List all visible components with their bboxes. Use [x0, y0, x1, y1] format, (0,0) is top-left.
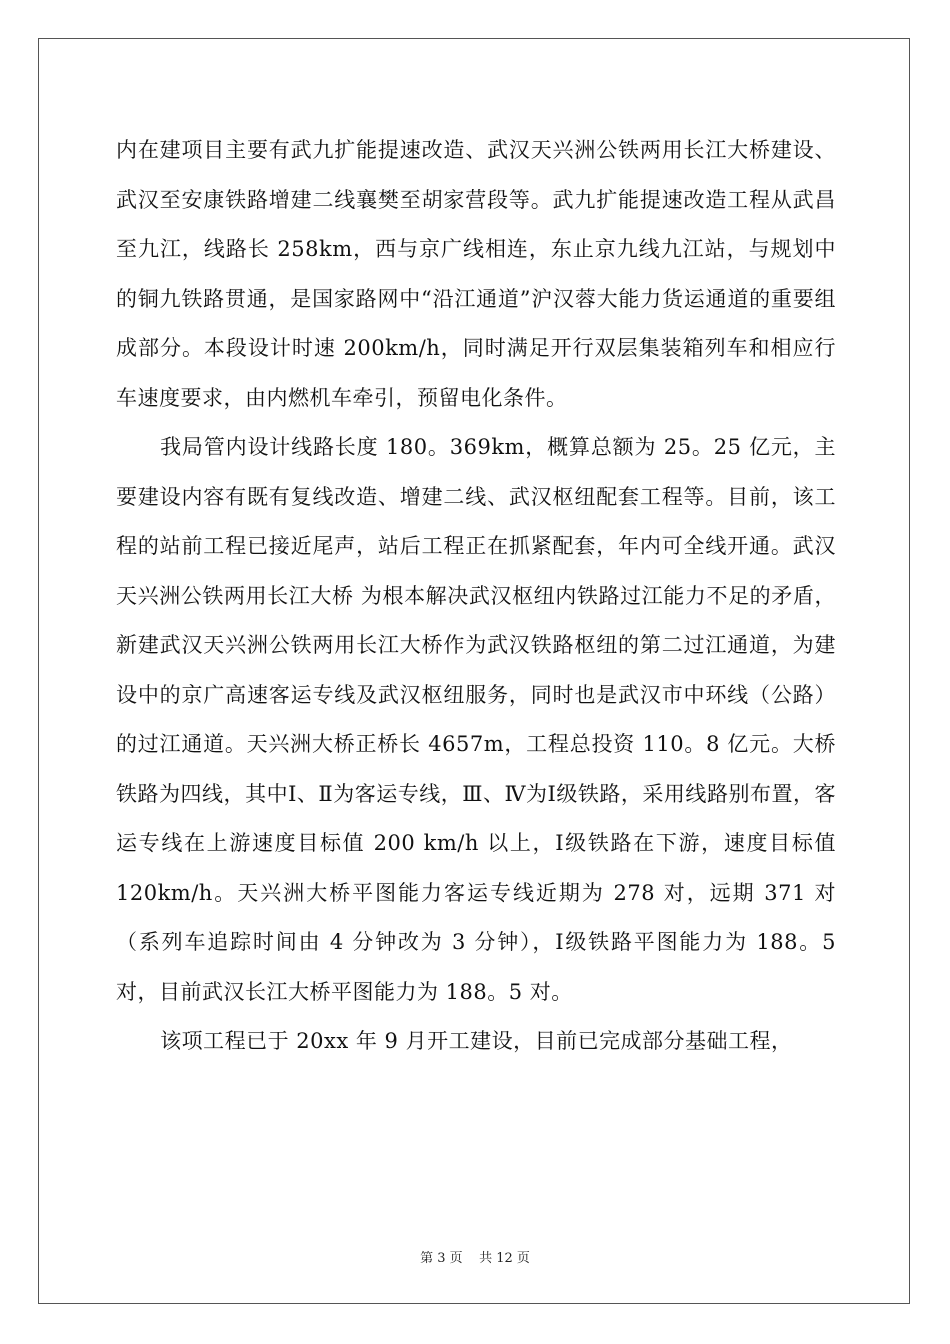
paragraph-1: 内在建项目主要有武九扩能提速改造、武汉天兴洲公铁两用长江大桥建设、武汉至安康铁路增建二线襄樊至胡家营段等。武九扩能提速改造工程从武昌至九江，线路长 258km，西与京广线相连，东止京九线九江站，与规划中的铜九铁路贯通，是国家路网中“沿江通道”沪汉蓉大能力货运通道的重要组成部分。本段设计时速 200km/h，同时满足开行双层集装箱列车和相应行车速度要求，由内燃机车牵引，预留电化条件。 [116, 138, 836, 410]
page-number-label: 第 3 页 共 12 页 [420, 1251, 530, 1266]
document-body [116, 126, 836, 1067]
paragraph-3: 该项工程已于 20xx 年 9 月开工建设，目前已完成部分基础工程， [160, 1029, 793, 1053]
paragraph-2: 我局管内设计线路长度 180。369km，概算总额为 25。25 亿元，主要建设内容有既有复线改造、增建二线、武汉枢纽配套工程等。目前，该工程的站前工程已接近尾声，站后工程正在抓紧配套，年内可全线开通。武汉天兴洲公铁两用长江大桥 为根本解决武汉枢纽内铁路过江能力不足的矛盾，新建武汉天兴洲公铁两用长江大桥作为武汉铁路枢纽的第二过江通道，为建设中的京广高速客运专线及武汉枢纽服务，同时也是武汉市中环线（公路）的过江通道。天兴洲大桥正桥长 4657m，工程总投资 110。8 亿元。大桥铁路为四线，其中Ⅰ、Ⅱ为客运专线，Ⅲ、Ⅳ为Ⅰ级铁路，采用线路别布置，客运专线在上游速度目标值 200 km/h 以上，Ⅰ级铁路在下游，速度目标值 120km/h。天兴洲大桥平图能力客运专线近期为 278 对，远期 371 对（系列车追踪时间由 4 分钟改为 3 分钟），Ⅰ级铁路平图能力为 188。5 对，目前武汉长江大桥平图能力为 188。5 对。 [116, 435, 836, 1004]
page-footer [0, 1247, 950, 1266]
